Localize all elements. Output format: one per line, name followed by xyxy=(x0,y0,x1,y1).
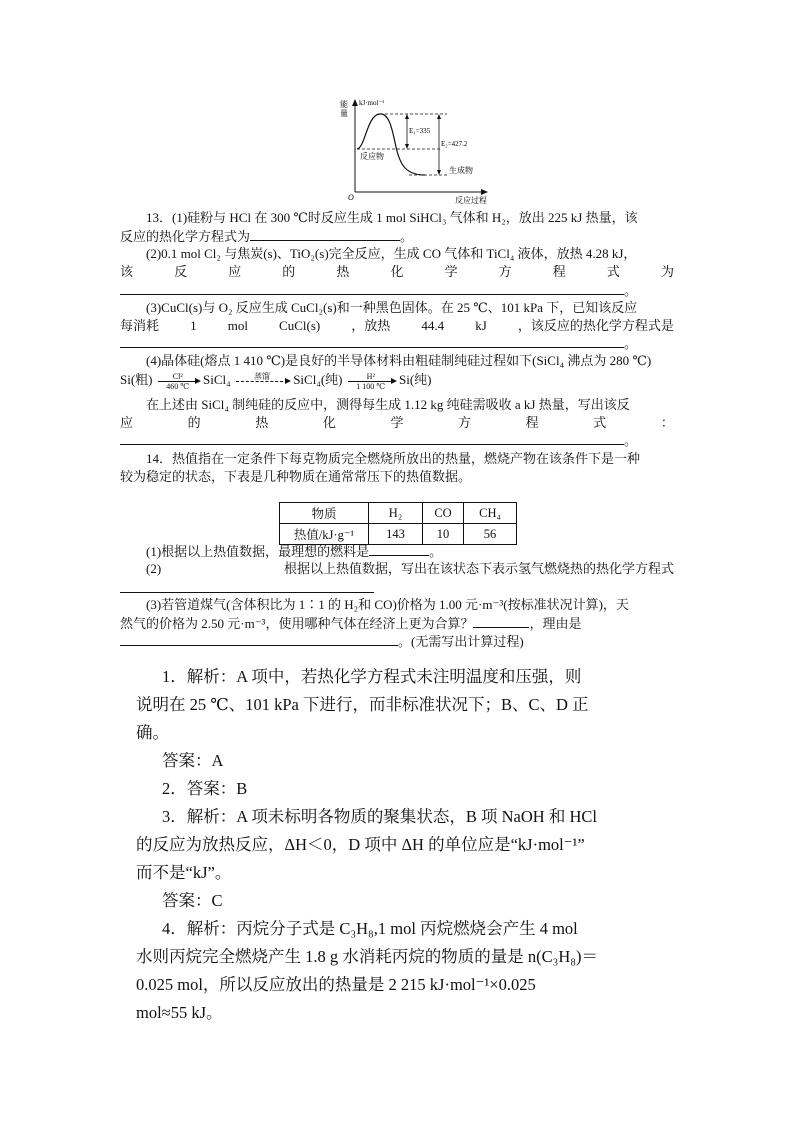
q13-p1-line1: 13．(1)硅粉与 HCl 在 300 ℃时反应生成 1 mol SiHCl₃ 气体和 H₂，放出 225 kJ 热量，该 xyxy=(146,210,638,225)
q13-p3-w6: kJ xyxy=(475,318,487,333)
q13-p1-blank[interactable] xyxy=(250,227,400,241)
arrow-3-line xyxy=(348,381,394,382)
a3-line3: 而不是“kJ”。 xyxy=(136,863,232,882)
e1-label: E₁=335 xyxy=(409,127,431,135)
q13-p3-answer-line xyxy=(120,334,637,353)
arrow-2-line xyxy=(236,381,288,382)
q13-p4-c2: 热 xyxy=(255,415,269,430)
y-label-1: 能 xyxy=(340,100,348,109)
q14-p3-blank-gas[interactable] xyxy=(473,614,529,628)
q13-p2-c4: 热 xyxy=(336,264,350,279)
q14-p3-line1: (3)若管道煤气(含体积比为 1∶1 的 H₂和 CO)价格为 1.00 元·m⁻³(按标准状况计算)，天 xyxy=(146,597,629,612)
q14-p1-end: 。 xyxy=(429,544,443,559)
q13-p3-line2 xyxy=(120,317,674,335)
arrow-1-top: Cl² xyxy=(172,371,183,381)
q13-p3-line1: (3)CuCl(s)与 O₂ 反应生成 CuCl₂(s)和一种黑色固体。在 25 ℃、101 kPa 下，已知该反应 xyxy=(146,300,638,315)
a4-line2: 水则丙烷完全燃烧产生 1.8 g 水消耗丙烷的物质的量是 n(C₃H₈)＝ xyxy=(136,947,599,966)
table-cell: 56 xyxy=(464,524,517,545)
q14-p3-line2 xyxy=(120,614,581,633)
q13-p4-line3 xyxy=(120,414,674,432)
q14-p3-end: 。(无需写出计算过程) xyxy=(398,634,524,649)
table-header-cell: CO xyxy=(423,503,464,524)
arrow-3-top: H² xyxy=(366,371,375,381)
q13-p2-c10: 为 xyxy=(660,264,674,279)
q13-p4-c1: 的 xyxy=(187,415,201,430)
q14-intro-line2: 较为稳定的状态，下表是几种物质在通常常压下的热值数据。 xyxy=(120,469,472,484)
q14-p2-text: 根据以上热值数据，写出在该状态下表示氢气燃烧热的热化学方程式 xyxy=(283,561,674,576)
q13-p2-c6: 学 xyxy=(444,264,458,279)
a2-answer: 2．答案：B xyxy=(162,779,248,798)
sicl4-crude: SiCl₄ xyxy=(203,372,231,387)
table-cell: 10 xyxy=(423,524,464,545)
q13-p2-end: 。 xyxy=(624,283,638,298)
q13-p4-c7: 式 xyxy=(593,415,607,430)
q13-p2-line1: (2)0.1 mol Cl₂ 与焦炭(s)、TiO₂(s)完全反应，生成 CO 气体和 TiCl₄ 液体，放热 4.28 kJ， xyxy=(146,246,637,261)
q13-p4-line2: 在上述由 SiCl₄ 制纯硅的反应中，测得每生成 1.12 kg 纯硅需吸收 a kJ 热量，写出该反 xyxy=(146,397,630,412)
a4-line3: 0.025 mol，所以反应放出的热量是 2 215 kJ·mol⁻¹×0.025 xyxy=(136,975,536,994)
a1-answer: 答案：A xyxy=(162,751,224,770)
q13-p2-c9: 式 xyxy=(606,264,620,279)
q14-p2-blank[interactable] xyxy=(120,591,374,593)
q13-p3-w0: 每消耗 xyxy=(120,318,160,333)
q14-p3-reason: ，理由是 xyxy=(529,616,582,631)
q13-p2-c3: 的 xyxy=(282,264,296,279)
arrow-2-top: 蒸馏 xyxy=(253,371,270,381)
arrow-2-bot xyxy=(234,382,290,391)
q14-p2 xyxy=(146,560,674,578)
q13-p4-blank[interactable] xyxy=(120,431,624,445)
q13-p2-c1: 反 xyxy=(174,264,188,279)
a1-line2: 说明在 25 ℃、101 kPa 下进行，而非标准状况下；B、C、D 正 xyxy=(136,695,589,714)
e2-arrowhead-top xyxy=(437,114,441,119)
a4-line4: mol≈55 kJ。 xyxy=(136,1003,223,1022)
q13-p4-process xyxy=(120,371,432,391)
y-axis-arrow xyxy=(352,99,358,106)
q13-p1-text: 反应的热化学方程式为 xyxy=(120,229,251,244)
q13-p1-line2 xyxy=(120,227,413,246)
q14-p3-line3 xyxy=(120,632,524,651)
a4-line1: 4．解析：丙烷分子式是 C₃H₈,1 mol 丙烷燃烧会产生 4 mol xyxy=(162,919,578,938)
q13-p3-w5: 44.4 xyxy=(421,318,445,333)
table-header-cell: CH₄ xyxy=(464,503,517,524)
energy-diagram xyxy=(335,96,495,206)
x-axis-arrow xyxy=(481,189,488,195)
q13-p2-c7: 方 xyxy=(498,264,512,279)
arrow-distillation xyxy=(234,372,290,391)
origin-label: O xyxy=(348,193,354,202)
heat-value-table xyxy=(279,502,517,545)
q13-p3-w7: ，该反应的热化学方程式是 xyxy=(517,318,674,333)
q13-p2-c5: 化 xyxy=(390,264,404,279)
arrow-reduction xyxy=(346,372,396,391)
q13-p1-end: 。 xyxy=(400,229,414,244)
table-cell: 热值/kJ·g⁻¹ xyxy=(280,524,369,545)
q13-p2-line2 xyxy=(120,263,674,281)
sicl4-pure: SiCl₄(纯) xyxy=(293,372,343,387)
q14-p1-text: (1)根据以上热值数据，最理想的燃料是 xyxy=(146,544,370,559)
e2-label: E₂=427.2 xyxy=(441,140,468,148)
q13-p4-c8: ： xyxy=(660,415,674,430)
q14-p3-question: 然气的价格为 2.50 元·m⁻³，使用哪种气体在经济上更为合算？ xyxy=(120,616,474,631)
table-header-row xyxy=(280,503,517,524)
table-header-cell: H₂ xyxy=(369,503,423,524)
x-label: 反应过程 xyxy=(455,196,487,205)
q13-p3-end: 。 xyxy=(624,336,638,351)
arrow-3-bot: 1 100 ℃ xyxy=(356,381,386,391)
q13-p4-c4: 学 xyxy=(390,415,404,430)
q13-p2-answer-line xyxy=(120,281,637,300)
q14-p2-num: (2) xyxy=(146,561,162,576)
q13-p3-blank[interactable] xyxy=(120,334,624,348)
q13-p4-c6: 程 xyxy=(525,415,539,430)
q13-p3-w1: 1 xyxy=(190,318,197,333)
q13-p4-line1: (4)晶体硅(熔点 1 410 ℃)是良好的半导体材料由粗硅制纯硅过程如下(SiCl₄ 沸点为 280 ℃) xyxy=(146,353,652,368)
si-pure: Si(纯) xyxy=(399,372,432,387)
reaction-curve xyxy=(357,114,425,175)
q13-p4-c3: 化 xyxy=(322,415,336,430)
a1-line3: 确。 xyxy=(136,723,169,742)
q14-p3-blank-reason[interactable] xyxy=(120,632,398,646)
q13-p4-c5: 方 xyxy=(458,415,472,430)
table-header-cell: 物质 xyxy=(280,503,369,524)
q13-p3-w4: ，放热 xyxy=(351,318,391,333)
q13-p2-c0: 该 xyxy=(120,264,134,279)
e1-arrowhead-bot xyxy=(405,144,409,149)
si-crude: Si(粗) xyxy=(120,372,153,387)
a3-line2: 的反应为放热反应，ΔH＜0，D 项中 ΔH 的单位应是“kJ·mol⁻¹” xyxy=(136,835,585,854)
y-label-2: 量 xyxy=(340,109,348,118)
e1-arrowhead-top xyxy=(405,114,409,119)
unit-label: kJ·mol⁻¹ xyxy=(359,99,385,107)
q13-p3-w2: mol xyxy=(227,318,248,333)
q13-p2-blank[interactable] xyxy=(120,281,624,295)
e2-arrowhead-bot xyxy=(437,170,441,175)
q14-p1 xyxy=(146,542,442,561)
a1-line1: 1．解析：A 项中，若热化学方程式未注明温度和压强，则 xyxy=(162,667,582,686)
q13-p4-end: 。 xyxy=(624,433,638,448)
q13-p3-w3: CuCl(s) xyxy=(279,318,321,333)
q14-intro-line1: 14．热值指在一定条件下每克物质完全燃烧所放出的热量，燃烧产物在该条件下是一种 xyxy=(146,451,641,466)
product-label: 生成物 xyxy=(449,166,473,175)
q13-p2-c2: 应 xyxy=(228,264,242,279)
q13-p2-c8: 程 xyxy=(552,264,566,279)
q13-p4-c0: 应 xyxy=(120,415,134,430)
arrow-1-bot: 460 ℃ xyxy=(166,381,190,391)
a3-answer: 答案：C xyxy=(162,891,223,910)
arrow-1-line xyxy=(158,381,198,382)
arrow-chlorination xyxy=(156,372,200,391)
a3-line1: 3．解析：A 项未标明各物质的聚集状态，B 项 NaOH 和 HCl xyxy=(162,807,597,826)
q14-p1-blank[interactable] xyxy=(369,542,429,556)
reactant-label: 反应物 xyxy=(360,152,384,161)
q13-p4-answer-line xyxy=(120,431,637,450)
table-cell: 143 xyxy=(369,524,423,545)
